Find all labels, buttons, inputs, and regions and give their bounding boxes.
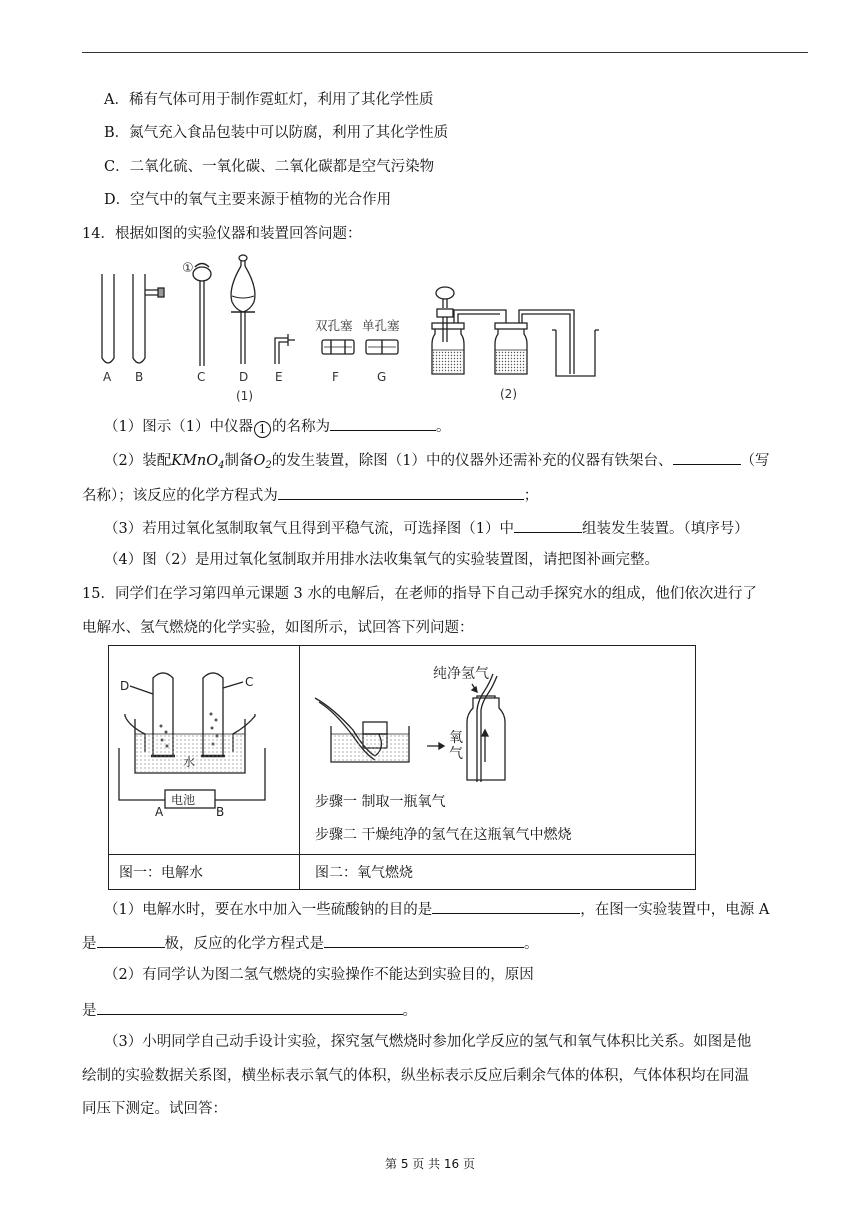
- label-b: B: [216, 805, 225, 819]
- answer-blank[interactable]: [432, 898, 580, 914]
- step-two: 步骤二 干燥纯净的氢气在这瓶氧气中燃烧: [315, 827, 572, 843]
- label-oxygen-1: 氧: [449, 730, 463, 746]
- answer-blank[interactable]: [278, 484, 524, 500]
- fig-label-d: D: [239, 370, 249, 384]
- fig1-caption: (1): [236, 389, 253, 403]
- circle-label-1: ①: [182, 261, 194, 276]
- q15-part3-line1: （3）小明同学自己动手设计实验，探究氢气燃烧时参加化学反应的氢气和氧气体积比关系。如图是他: [104, 1034, 752, 1050]
- label-pure-hydrogen: 纯净氢气: [433, 666, 489, 682]
- fig2-caption: 图二：氧气燃烧: [315, 865, 413, 881]
- q15-part3-line2: 绘制的实验数据关系图，横坐标表示氧气的体积，纵坐标表示反应后剩余气体的体积，气体体积均在同温: [82, 1068, 749, 1084]
- double-hole-label: 双孔塞: [315, 318, 353, 333]
- question-15-stem-2: 电解水、氢气燃烧的化学实验，如图所示，试回答下列问题：: [82, 620, 474, 636]
- hydrogen-burning-diagram: [309, 650, 569, 790]
- option-b: B．氮气充入食品包装中可以防腐，利用了其化学性质: [104, 125, 449, 141]
- circled-number-1: 1: [254, 421, 271, 438]
- option-a: A．稀有气体可用于制作霓虹灯，利用了其化学性质: [104, 92, 434, 108]
- apparatus-figure: [90, 246, 630, 406]
- long-neck-funnel-c: [193, 267, 211, 281]
- side-arm-tube-b: [133, 274, 145, 363]
- question-14-stem: 14．根据如图的实验仪器和装置回答问题：: [82, 226, 362, 242]
- answer-blank[interactable]: [514, 517, 582, 533]
- fig1-caption: 图一：电解水: [119, 865, 203, 881]
- page-footer: 第 5 页 共 16 页: [385, 1157, 475, 1171]
- fig-label-g: G: [377, 370, 387, 384]
- step-one: 步骤一 制取一瓶氧气: [315, 794, 446, 810]
- q15-part2-line1: （2）有同学认为图二氢气燃烧的实验操作不能达到实验目的，原因: [104, 967, 534, 983]
- fig-label-b: B: [135, 370, 144, 384]
- q14-part1: （1）图示（1）中仪器 1 的名称为 。: [104, 415, 450, 438]
- q15-part3-line3: 同压下测定。试回答：: [82, 1101, 227, 1117]
- label-water: 水: [183, 755, 196, 769]
- q14-part3: （3）若用过氧化氢制取氧气且得到平稳气流，可选择图（1）中 组装发生装置。（填序号）: [104, 517, 749, 539]
- fig2-caption: (2): [500, 387, 517, 401]
- answer-blank[interactable]: [97, 999, 403, 1015]
- label-oxygen-2: 气: [449, 746, 463, 762]
- single-hole-label: 单孔塞: [362, 318, 400, 333]
- q14-part2-line1: （2）装配KMnO$_4$制备$O_2$的发生装置，除图（1）中的仪器外还需补充的仪器有铁架台、 （写: [104, 449, 770, 476]
- option-c: C．二氧化硫、一氧化碳、二氧化碳都是空气污染物: [104, 159, 435, 175]
- fig-label-a: A: [103, 370, 112, 384]
- q15-part1-line2: 是 极，反应的化学方程式是 。: [82, 932, 539, 954]
- figure-table: [108, 645, 696, 890]
- q15-part2-line2: 是 。: [82, 999, 417, 1021]
- label-a: A: [155, 805, 164, 819]
- fig-label-e: E: [275, 370, 283, 384]
- option-d: D．空气中的氧气主要来源于植物的光合作用: [104, 192, 392, 208]
- answer-blank[interactable]: [330, 415, 436, 431]
- electrolysis-diagram: [115, 666, 295, 826]
- question-15-stem-1: 15．同学们在学习第四单元课题 3 水的电解后，在老师的指导下自己动手探究水的组成，他们依次进行了: [82, 586, 757, 602]
- answer-blank[interactable]: [97, 932, 165, 948]
- answer-blank[interactable]: [324, 932, 524, 948]
- label-d: D: [120, 679, 130, 693]
- label-c: C: [245, 675, 254, 689]
- q14-part2-line2: 名称）；该反应的化学方程式为 ；: [82, 484, 538, 506]
- header-rule: [82, 52, 808, 53]
- q15-part1-line1: （1）电解水时，要在水中加入一些硫酸钠的目的是 ，在图一实验装置中，电源 A: [104, 898, 769, 920]
- label-battery: 电池: [171, 793, 196, 807]
- fig-label-c: C: [197, 370, 206, 384]
- answer-blank[interactable]: [673, 449, 741, 465]
- q14-part4: （4）图（2）是用过氧化氢制取并用排水法收集氧气的实验装置图，请把图补画完整。: [104, 552, 659, 568]
- test-tube-a: [102, 274, 114, 363]
- fig-label-f: F: [332, 370, 339, 384]
